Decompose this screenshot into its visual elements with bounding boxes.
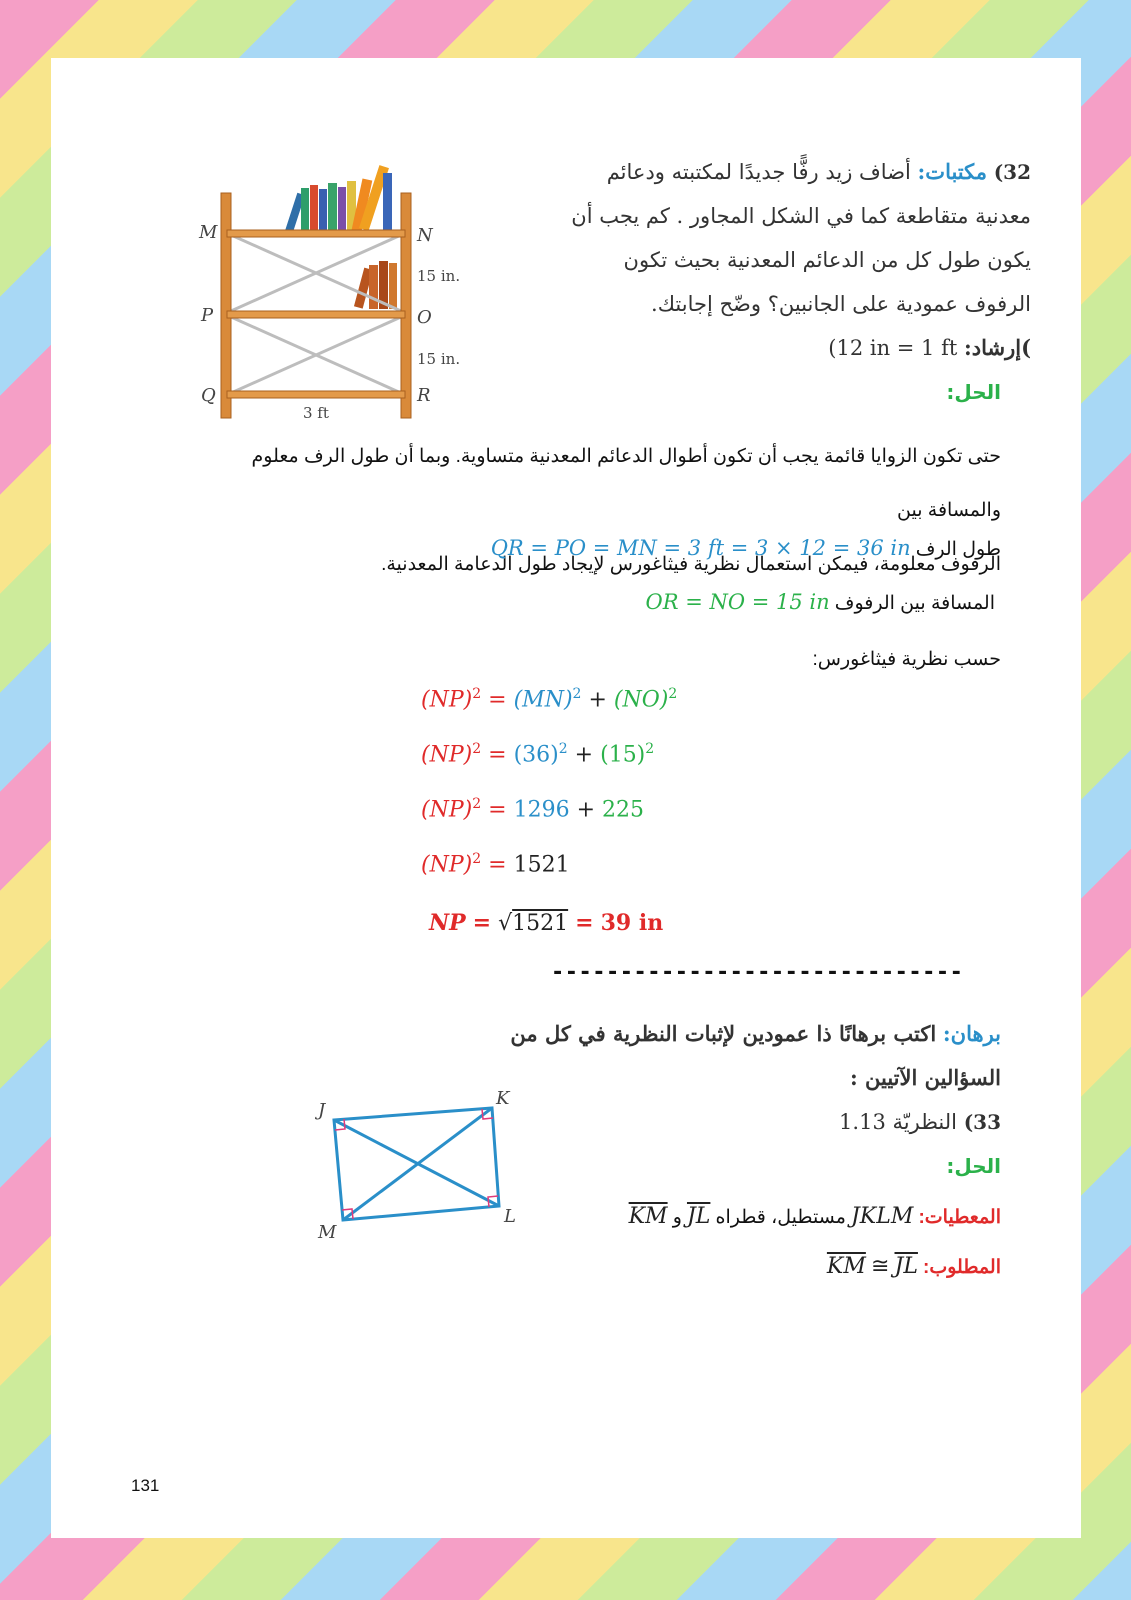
rectangle-figure xyxy=(306,1088,526,1248)
problem-32-line3: يكون طول كل من الدعائم المعدنية بحيث تكون xyxy=(623,248,1031,272)
equation-4: (NP)$^2$ = 1521 xyxy=(421,851,570,878)
label-L: L xyxy=(504,1206,516,1227)
shelf-bottom xyxy=(227,391,405,398)
prove-label: المطلوب: xyxy=(923,1257,1001,1278)
problem-32-block xyxy=(561,150,1031,370)
label-M: M xyxy=(199,222,218,243)
label-K: K xyxy=(496,1088,510,1109)
dim-3ft: 3 ft xyxy=(303,404,329,422)
shelf-length-row xyxy=(491,536,1001,561)
equation-1: (NP)$^2$ = (MN)$^2$ + (NO)$^2$ xyxy=(421,686,678,713)
problem-32-line1: 32) مكتبات: أضاف زيد رفًّا جديدًا لمكتبته ودعائم xyxy=(606,159,1031,184)
shelf-top xyxy=(227,230,405,237)
label-Q: Q xyxy=(201,385,216,406)
books-top-icon xyxy=(285,165,392,233)
shelf-distance-equation: OR = NO = 15 in xyxy=(645,590,830,614)
shelf-middle xyxy=(227,311,405,318)
label-J: J xyxy=(318,1100,326,1121)
left-upright xyxy=(221,193,231,418)
label-O: O xyxy=(417,307,432,328)
dim-15in-lower: 15 in. xyxy=(417,350,461,368)
page-sheet xyxy=(51,58,1081,1538)
right-upright xyxy=(401,193,411,418)
equation-2: $(NP)^2 = (36)^2 + (15)^2$ xyxy=(421,741,655,768)
shelf-length-equation: QR = PO = MN = 3 ft = 3 × 12 = 36 in xyxy=(490,536,911,560)
bookshelf-figure xyxy=(191,153,471,423)
equation-5: NP = √1521 = 39 in xyxy=(429,910,664,936)
shelf-distance-label: المسافة بين الرفوف xyxy=(834,593,995,614)
label-M-rect: M xyxy=(318,1222,337,1243)
problem-32-line4: الرفوف عمودية على الجانبين؟ وضّح إجابتك. xyxy=(651,292,1031,316)
problem-32-line2: معدنية متقاطعة كما في الشكل المجاور . كم يجب أن xyxy=(571,204,1031,228)
solution-label-2: الحل: xyxy=(946,1154,1001,1178)
problem-33-line2: السؤالين الآتيين : xyxy=(849,1065,1001,1090)
problem-32-hint: )إرشاد: (12 in = 1 ft xyxy=(828,335,1031,360)
dim-15in-upper: 15 in. xyxy=(417,267,461,285)
problem-33-theorem: 33) النظريّة 1.13 xyxy=(839,1110,1001,1134)
label-R: R xyxy=(417,385,431,406)
given-label: المعطيات: xyxy=(918,1207,1001,1228)
keyword-proof: برهان: xyxy=(942,1021,1001,1046)
solution-paragraph: حتى تكون الزوايا قائمة يجب أن تكون أطوال الدعائم المعدنية متساوية. وبما أن طول الرف معلوم والمسافة بين الرفوف معلومة، فيمكن استعمال نظرية فيثاغورس لإيجاد طول الدعامة المعدنية. xyxy=(251,446,1001,575)
given-row: المعطيات: JKLM مستطيل، قطراه JL و KM xyxy=(628,1204,1001,1229)
problem-number: 32) xyxy=(993,160,1031,184)
given-rect: JKLM xyxy=(850,1204,914,1229)
equation-3: (NP)$^2$ = 1296 + 225 xyxy=(421,796,645,823)
label-P: P xyxy=(201,305,214,326)
page-number: 131 xyxy=(131,1476,160,1495)
shelf-distance-row xyxy=(646,590,996,615)
separator-dashes: ------------------------------ xyxy=(551,960,964,985)
problem-33-block xyxy=(481,1012,1001,1144)
diagonal-km xyxy=(343,1108,492,1220)
label-N: N xyxy=(417,225,433,246)
keyword-libraries: مكتبات: xyxy=(917,159,987,184)
problem-33-line1: برهان: اكتب برهانًا ذا عمودين لإثبات النظرية في كل من xyxy=(510,1021,1001,1046)
pythagoras-label: حسب نظرية فيثاغورس: xyxy=(812,649,1001,670)
shelf-length-label: طول الرف xyxy=(915,539,1001,560)
books-middle-icon xyxy=(354,261,397,309)
prove-row: المطلوب: $\overline{KM}$ ≅ $\overline{JL}$ xyxy=(826,1254,1001,1279)
solution-label-1: الحل: xyxy=(946,380,1001,404)
